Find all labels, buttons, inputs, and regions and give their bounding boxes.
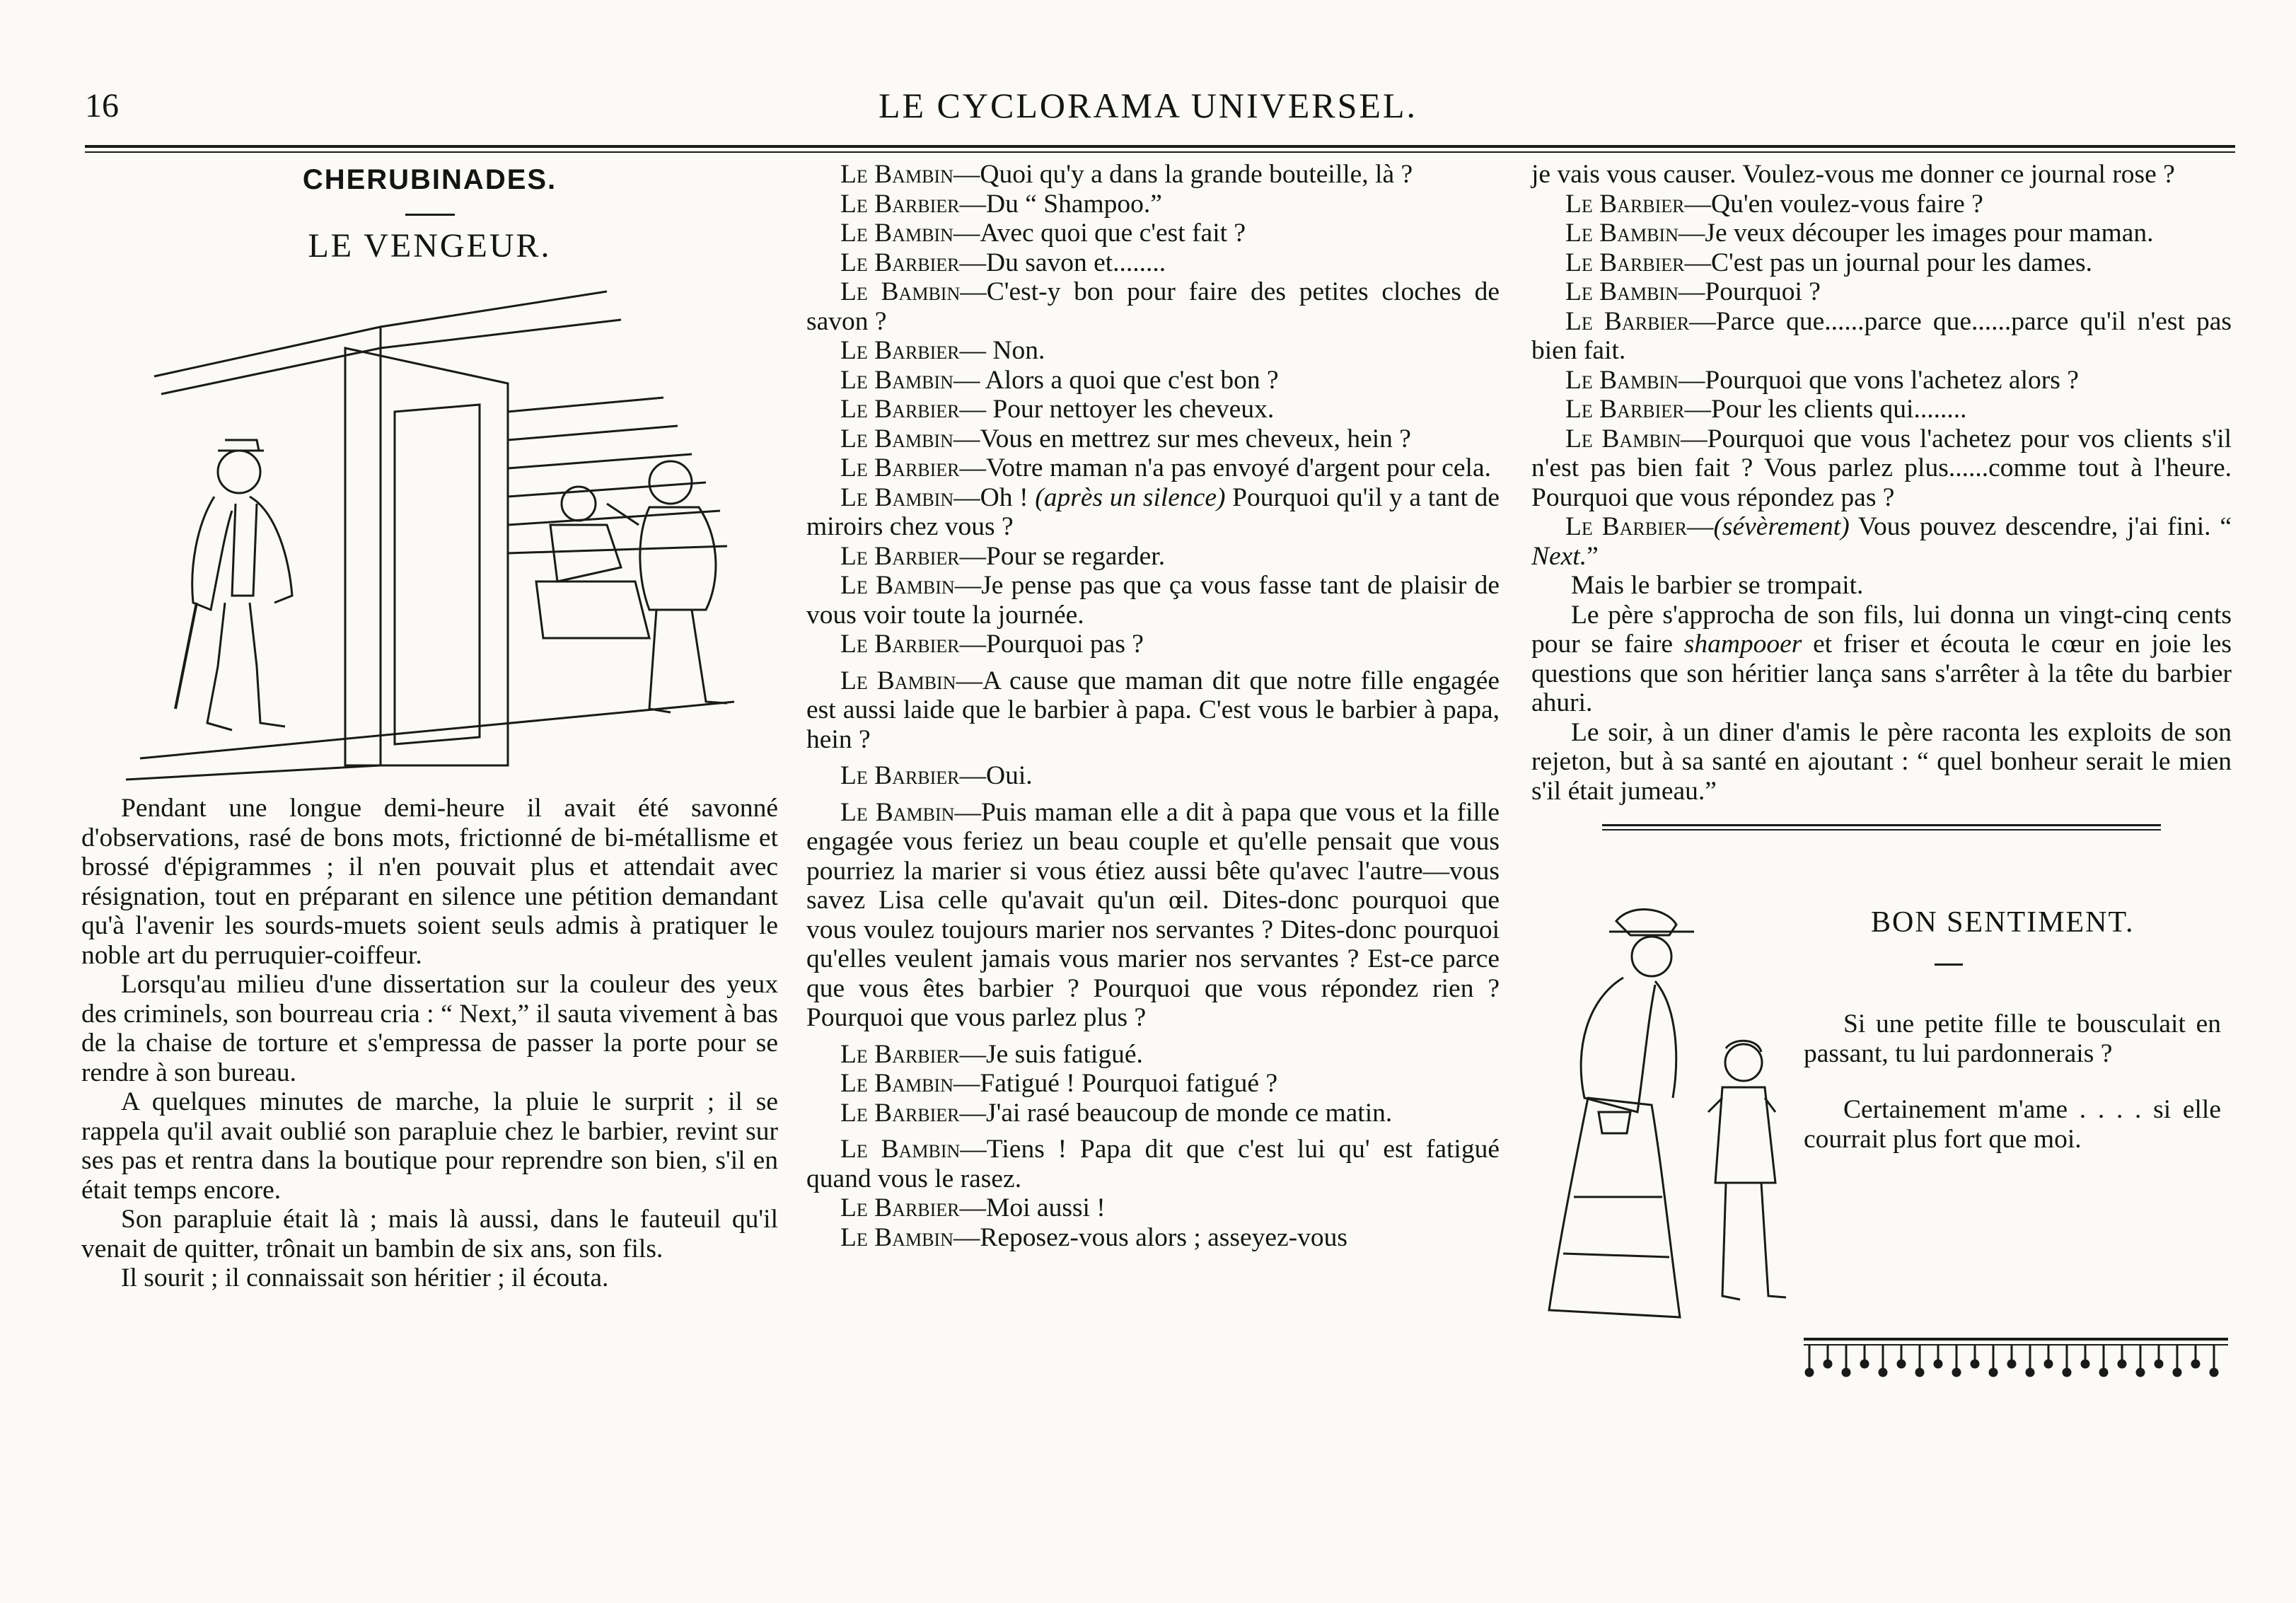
- fringe-ornament-icon: [1804, 1335, 2228, 1391]
- dialogue-line: Le Bambin—Je pense pas que ça vous fasse tant de plaisir de vous voir toute la journée.: [806, 571, 1500, 630]
- dialogue-line: Le Barbier—Moi aussi !: [840, 1193, 1106, 1222]
- paragraph: Le père s'approcha de son fils, lui donna un vingt-cinq cents pour se faire shampooer et friser et écouta le cœur en joie les questions que son héritier lança sans s'arrêter à la tête du barbier ahuri.: [1531, 600, 2232, 717]
- section-heading: CHERUBINADES.: [302, 164, 557, 195]
- dialogue-line: Le Barbier—(sévèrement) Vous pouvez descendre, j'ai fini. “ Next.”: [1531, 512, 2232, 571]
- dialogue-line: Le Bambin—Avec quoi que c'est fait ?: [840, 219, 1246, 248]
- dialogue-line: Le Bambin—Je veux découper les images pour maman.: [1565, 219, 2154, 248]
- dialogue-line: Le Bambin—Fatigué ! Pourquoi fatigué ?: [840, 1069, 1278, 1098]
- column-1: [81, 160, 778, 1293]
- dialogue-line: Le Barbier— Non.: [840, 336, 1045, 365]
- dialogue-line: Le Bambin—Tiens ! Papa dit que c'est lui qu' est fatigué quand vous le rasez.: [806, 1135, 1500, 1193]
- bon-sentiment-text: [1804, 1009, 2221, 1154]
- dialogue-line: Le Bambin—Pourquoi que vous l'achetez pour vos clients s'il n'est pas bien fait ? Vous parlez plus......comme tout à l'heure. Pourquoi que vous répondez pas ?: [1531, 424, 2232, 512]
- dialogue-line: Le Bambin—Oh ! (après un silence) Pourquoi qu'il y a tant de miroirs chez vous ?: [806, 482, 1500, 541]
- paragraph: Le soir, à un diner d'amis le père raconta les exploits de son rejeton, but à sa santé en ajoutant : “ quel bonheur serait le mien s'il était jumeau.”: [1531, 717, 2232, 806]
- column-2: [806, 160, 1500, 1252]
- dialogue-line: Le Barbier—Du “ Shampoo.”: [840, 189, 1162, 219]
- dialogue-line: Le Bambin—C'est-y bon pour faire des petites cloches de savon ?: [806, 277, 1500, 336]
- dialogue-line: Le Barbier—Votre maman n'a pas envoyé d'argent pour cela.: [840, 453, 1491, 482]
- section-divider: [1602, 824, 2161, 831]
- paragraph: Son parapluie était là ; mais là aussi, dans le fauteuil qu'il venait de quitter, trônait un bambin de six ans, son fils.: [81, 1205, 778, 1263]
- dialogue-line: Le Barbier—Je suis fatigué.: [840, 1039, 1143, 1069]
- dialogue-line: Le Bambin—Quoi qu'y a dans la grande bouteille, là ?: [840, 160, 1413, 189]
- dialogue-line: Le Barbier—Oui.: [840, 761, 1033, 790]
- dialogue-line: Le Barbier—C'est pas un journal pour les dames.: [1565, 248, 2092, 277]
- dialogue-line: Le Bambin—A cause que maman dit que notre fille engagée est aussi laide que le barbier à papa. C'est vous le barbier à papa, hein ?: [806, 666, 1500, 754]
- dialogue-line: Le Bambin—Pourquoi que vons l'achetez alors ?: [1565, 365, 2079, 395]
- dialogue-line: Le Barbier—Pour se regarder.: [840, 541, 1166, 571]
- bon-sentiment-block: [1531, 850, 2232, 1388]
- answer-text: Certainement m'ame . . . . si elle courrait plus fort que moi.: [1804, 1095, 2221, 1154]
- dialogue-line: Le Barbier—Parce que......parce que......parce qu'il n'est pas bien fait.: [1531, 306, 2232, 365]
- dialogue-line: Le Bambin—Reposez-vous alors ; asseyez-vous: [840, 1222, 1348, 1252]
- bon-sentiment-title: BON SENTIMENT.: [1871, 906, 2135, 939]
- header-rule: [85, 145, 2235, 153]
- dialogue-line: Le Barbier—Pour les clients qui........: [1565, 395, 1967, 424]
- dialogue-line: Le Barbier—Du savon et........: [840, 248, 1166, 277]
- dialogue-line: Le Bambin—Vous en mettrez sur mes cheveux, hein ?: [840, 424, 1411, 453]
- paragraph: A quelques minutes de marche, la pluie le surprit ; il se rappela qu'il avait oublié son parapluie chez le barbier, revint sur ses pas et rentra dans la boutique pour reprendre son bien, s'il en était temps encore.: [81, 1087, 778, 1205]
- paragraph: Pendant une longue demi-heure il avait été savonné d'observations, rasé de bons mots, frictionné de bi-métallisme et brossé d'épigrammes ; il n'en pouvait plus et attendait avec résignation, tout en préparant en silence une pétition demandant qu'à l'avenir les sourds-muets soient seuls admis à pratiquer le noble art du perruquier-coiffeur.: [81, 794, 778, 970]
- short-rule: [405, 214, 455, 216]
- dialogue-line: Le Barbier—Pourquoi pas ?: [840, 630, 1144, 659]
- column-3: [1531, 160, 2232, 1388]
- question-text: Si une petite fille te bousculait en passant, tu lui pardonnerais ?: [1804, 1009, 2221, 1068]
- continuation-text: je vais vous causer. Voulez-vous me donner ce journal rose ?: [1531, 160, 2175, 189]
- dialogue-line: Le Bambin—Puis maman elle a dit à papa que vous et la fille engagée vous feriez un beau couple et qu'elle pensait que vous pourriez la marier si vous étiez aussi bête qu'avec l'autre—vous savez Lisa celle qu'avait qu'un œil. Dites-donc pourquoi que vous voulez toujours marier nos servantes ? Dites-donc pourquoi qu'elles veulent jamais vous marier nos servantes ? Est-ce parce que vous êtes barbier ? Pourquoi que vous répondez rien ? Pourquoi que vous parlez plus ?: [806, 797, 1500, 1032]
- barbershop-illustration-icon: [112, 270, 748, 787]
- dialogue-line: Le Barbier—J'ai rasé beaucoup de monde ce matin.: [840, 1098, 1393, 1128]
- dialogue-line: Le Barbier—Qu'en voulez-vous faire ?: [1565, 189, 1983, 219]
- paragraph: Lorsqu'au milieu d'une dissertation sur la couleur des yeux des criminels, son bourreau cria : “ Next,” il sauta vivement à bas de la chaise de torture et s'empressa de passer la porte pour se rendre à son bureau.: [81, 970, 778, 1087]
- paragraph: Il sourit ; il connaissait son héritier ; il écouta.: [121, 1263, 609, 1292]
- dialogue-line: Le Barbier— Pour nettoyer les cheveux.: [840, 395, 1275, 424]
- story-title: LE VENGEUR.: [308, 226, 552, 265]
- dialogue-line: Le Bambin— Alors a quoi que c'est bon ?: [840, 365, 1279, 395]
- paragraph: Mais le barbier se trompait.: [1571, 571, 1864, 600]
- page-number: 16: [85, 87, 119, 125]
- woman-and-boy-illustration-icon: [1531, 900, 1800, 1353]
- dialogue-line: Le Bambin—Pourquoi ?: [1565, 277, 1821, 306]
- short-rule: [1935, 963, 1963, 966]
- masthead-title: LE CYCLORAMA UNIVERSEL.: [878, 86, 1418, 125]
